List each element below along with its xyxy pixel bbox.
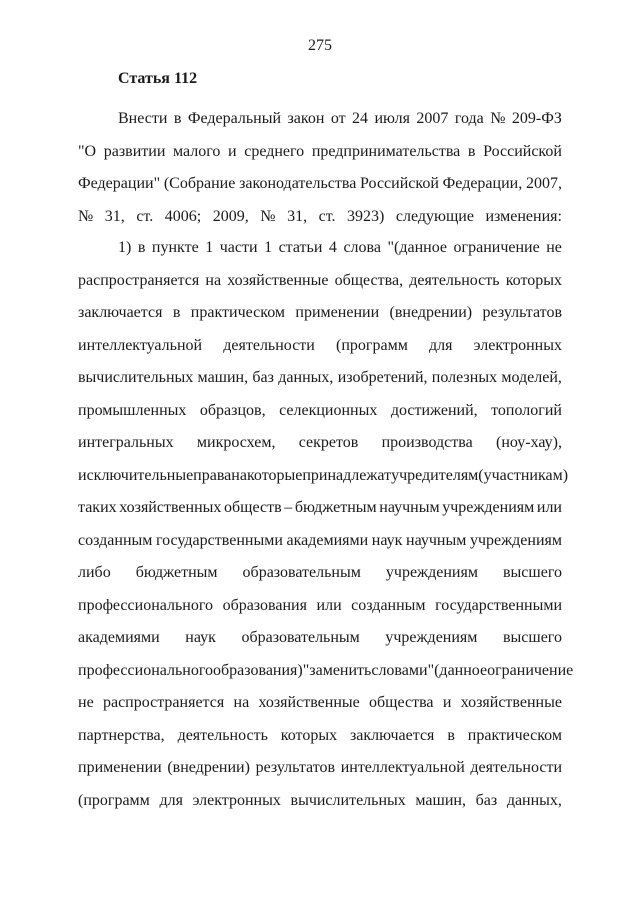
text-line: распространяется на хозяйственные общества, деятельность которых xyxy=(78,271,562,289)
text-line: заключается в практическом применении (внедрении) результатов xyxy=(78,304,562,321)
text-line: либо бюджетным образовательным учреждениям высшего xyxy=(78,564,562,581)
text-line: промышленных образцов, селекционных достижений, топологий xyxy=(78,401,562,419)
text-line: созданным государственными академиями наук научным учреждениям xyxy=(78,531,562,549)
text-line: не распространяется на хозяйственные общества и хозяйственные xyxy=(78,694,562,711)
text-line: (программ для электронных вычислительных машин, баз данных, xyxy=(78,791,562,809)
paragraph-item-1 xyxy=(78,232,574,817)
text-line: интеллектуальной деятельности (программ для электронных xyxy=(78,336,562,354)
text-line: "О развитии малого и среднего предпринимательства в Российской xyxy=(78,142,562,160)
text-line: профессионального образования или созданным государственными xyxy=(78,596,562,614)
text-line: № 31, ст. 4006; 2009, № 31, ст. 3923) следующие изменения: xyxy=(78,207,562,225)
text-line: профессионального образования)" заменить словами "(данное ограничение xyxy=(78,661,574,679)
text-line: 1) в пункте 1 части 1 статьи 4 слова "(данное ограничение не xyxy=(118,239,562,256)
paragraph-intro xyxy=(78,103,562,233)
text-line: таких хозяйственных обществ – бюджетным научным учреждениям или xyxy=(78,499,562,516)
text-line: интегральных микросхем, секретов производства (ноу-хау), xyxy=(78,434,562,451)
text-line: Федерации" (Собрание законодательства Российской Федерации, 2007, xyxy=(78,175,562,192)
text-line: применении (внедрении) результатов интеллектуальной деятельности xyxy=(78,759,562,776)
text-line: вычислительных машин, баз данных, изобретений, полезных моделей, xyxy=(78,369,562,386)
text-line: исключительные права на которые принадлежат учредителям (участникам) xyxy=(78,466,569,484)
article-title: Статья 112 xyxy=(118,70,198,87)
text-line: академиями наук образовательным учреждениям высшего xyxy=(78,629,562,646)
text-line: партнерства, деятельность которых заключается в практическом xyxy=(78,726,562,744)
page-number: 275 xyxy=(308,37,332,54)
text-line: Внести в Федеральный закон от 24 июля 2007 года № 209-ФЗ xyxy=(118,110,562,127)
